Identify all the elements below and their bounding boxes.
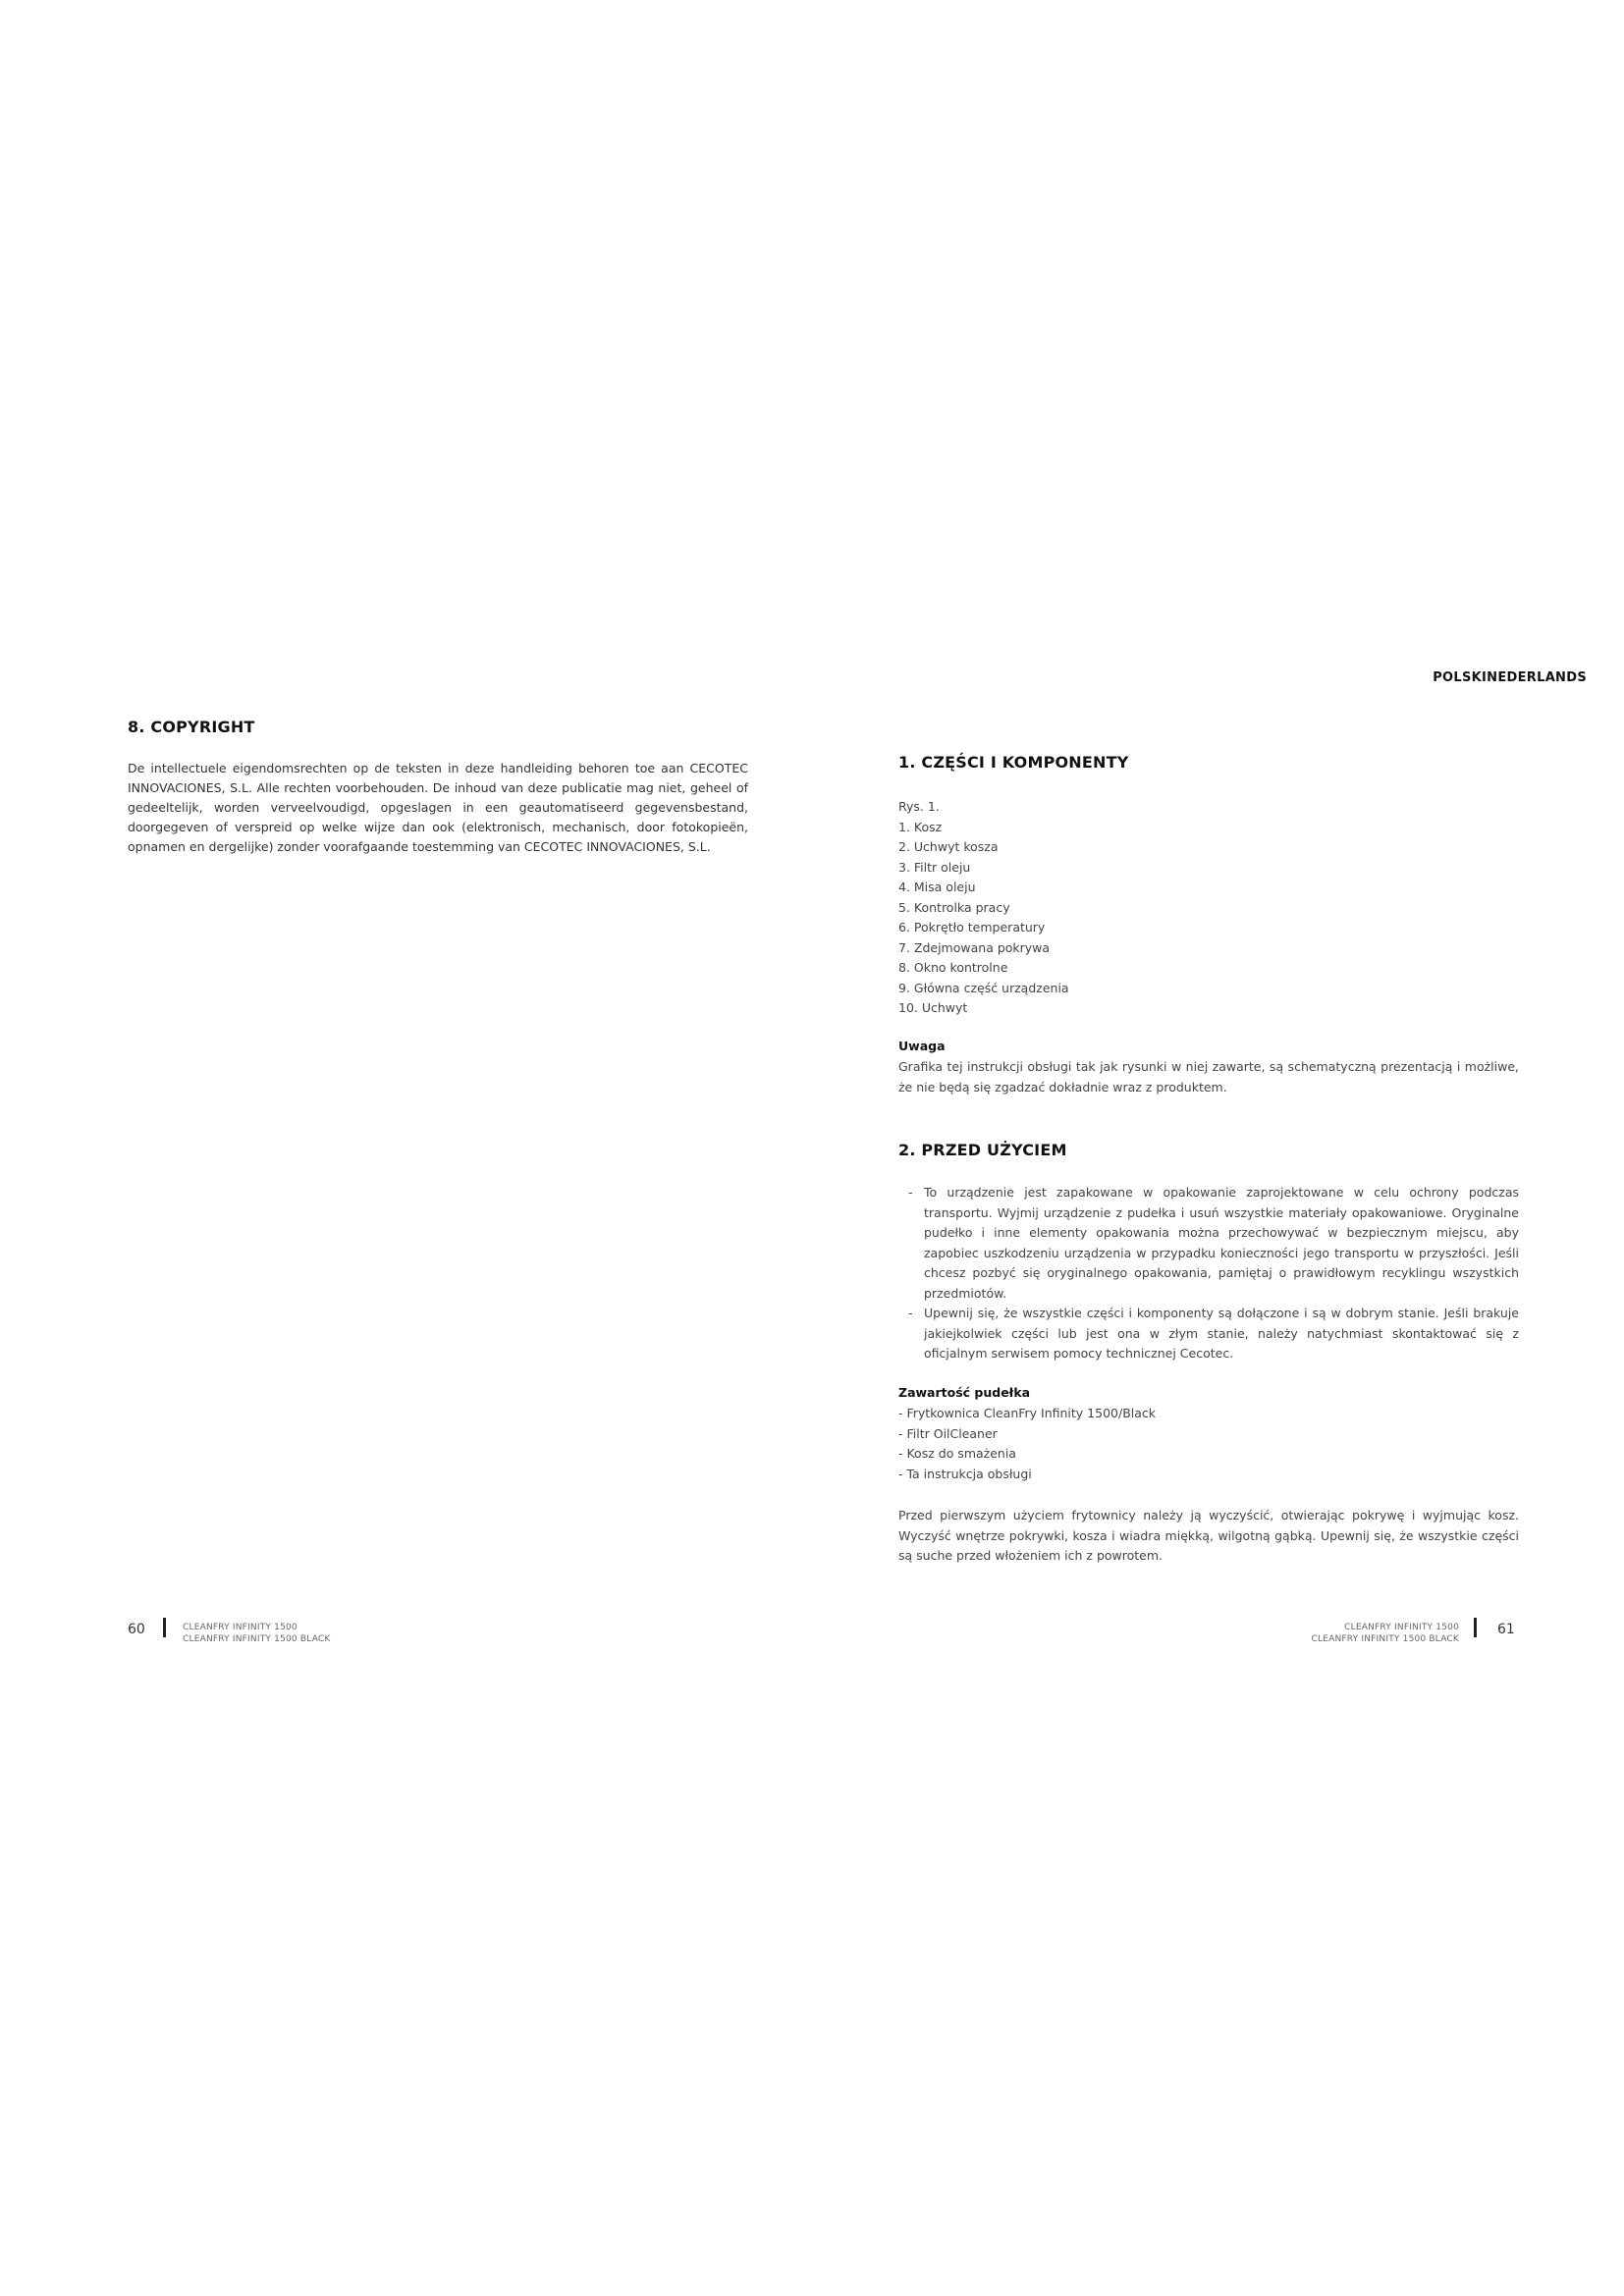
box-contents-block (898, 1404, 1519, 1484)
section1-title: 1. CZĘŚCI I KOMPONENTY (898, 753, 1129, 772)
left-page-number: 60 (128, 1622, 145, 1637)
copyright-title: 8. COPYRIGHT (128, 718, 255, 736)
list-item: 4. Misa oleju (898, 880, 976, 894)
note-title: Uwaga (898, 1039, 946, 1053)
right-footer-divider (1474, 1618, 1477, 1637)
language-header: POLSKINEDERLANDS (1433, 670, 1587, 685)
before-use-bullets (898, 1183, 1519, 1364)
list-item: - Ta instrukcja obsługi (898, 1466, 1032, 1481)
right-footer-product: CLEANFRY INFINITY 1500 CLEANFRY INFINITY 1500 BLACK (1311, 1623, 1459, 1644)
list-item: 7. Zdejmowana pokrywa (898, 939, 1051, 955)
note-body: Grafika tej instrukcji obsługi tak jak rysunki w niej zawarte, są schematyczną prezentacją i możliwe, że nie będą się zgadzać dokładnie wraz z produktem. (898, 1059, 1519, 1095)
box-contents-list (898, 1404, 1519, 1484)
list-item: - Filtr OilCleaner (898, 1425, 998, 1441)
list-item: 6. Pokrętło temperatury (898, 920, 1046, 934)
parts-list-block (898, 797, 1519, 1019)
list-item: 2. Uchwyt kosza (898, 839, 999, 854)
list-item: 5. Kontrolka pracy (898, 899, 1010, 915)
before-use-bullets-block (898, 1183, 1519, 1364)
list-item: 10. Uchwyt (898, 1000, 968, 1015)
section2-title: 2. PRZED UŻYCIEM (898, 1141, 1067, 1159)
list-item: - Kosz do smażenia (898, 1446, 1016, 1461)
left-footer-divider (163, 1618, 166, 1637)
box-contents-title: Zawartość pudełka (898, 1385, 1031, 1400)
list-item: - Upewnij się, że wszystkie części i komponenty są dołączone i są w dobrym stanie. Jeśli brakuje jakiejkolwiek części lub jest ona w złym stanie, należy natychmiast skontaktować się z oficjalnym serwisem pomocy technicznej Cecotec. (908, 1306, 1519, 1361)
figure-label: Rys. 1. (898, 799, 940, 814)
left-footer-product: CLEANFRY INFINITY 1500 CLEANFRY INFINITY 1500 BLACK (183, 1623, 331, 1644)
copyright-body: De intellectuele eigendomsrechten op de teksten in deze handleiding behoren toe aan CECOTEC INNOVACIONES, S.L. Alle rechten voorbehouden. De inhoud van deze publicatie mag niet, geheel of gedeeltelijk, worden verveelvoudigd, opgeslagen in een geautomatiseerd gegevensbestand, doorgegeven of verspreid op welke wijze dan ook (elektronisch, mechanisch, door fotokopieën, opnamen en dergelijke) zonder voorafgaande toestemming van CECOTEC INNOVACIONES, S.L. (128, 761, 748, 854)
list-item: - Frytkownica CleanFry Infinity 1500/Black (898, 1406, 1157, 1420)
list-item: 1. Kosz (898, 819, 943, 834)
first-use-paragraph: Przed pierwszym użyciem frytownicy należy ją wyczyścić, otwierając pokrywę i wyjmując kosz. Wyczyść wnętrze pokrywki, kosza i wiadra miękką, wilgotną gąbką. Upewnij się, że wszystkie części są suche przed włożeniem ich z powrotem. (898, 1508, 1519, 1563)
parts-list (898, 818, 1519, 1019)
list-item: 3. Filtr oleju (898, 859, 971, 875)
list-item: 8. Okno kontrolne (898, 960, 1008, 975)
right-page-number: 61 (1497, 1622, 1515, 1637)
list-item: 9. Główna część urządzenia (898, 980, 1069, 995)
list-item: - To urządzenie jest zapakowane w opakowanie zaprojektowane w celu ochrony podczas transportu. Wyjmij urządzenie z pudełka i usuń wszystkie materiały opakowaniowe. Oryginalne pudełko i inne elementy opakowania można przechowywać w bezpiecznym miejscu, aby zapobiec uszkodzeniu urządzenia w przypadku konieczności jego transportu w przyszłości. Jeśli chcesz pozbyć się oryginalnego opakowania, pamiętaj o prawidłowym recyklingu wszystkich przedmiotów. (908, 1185, 1519, 1301)
